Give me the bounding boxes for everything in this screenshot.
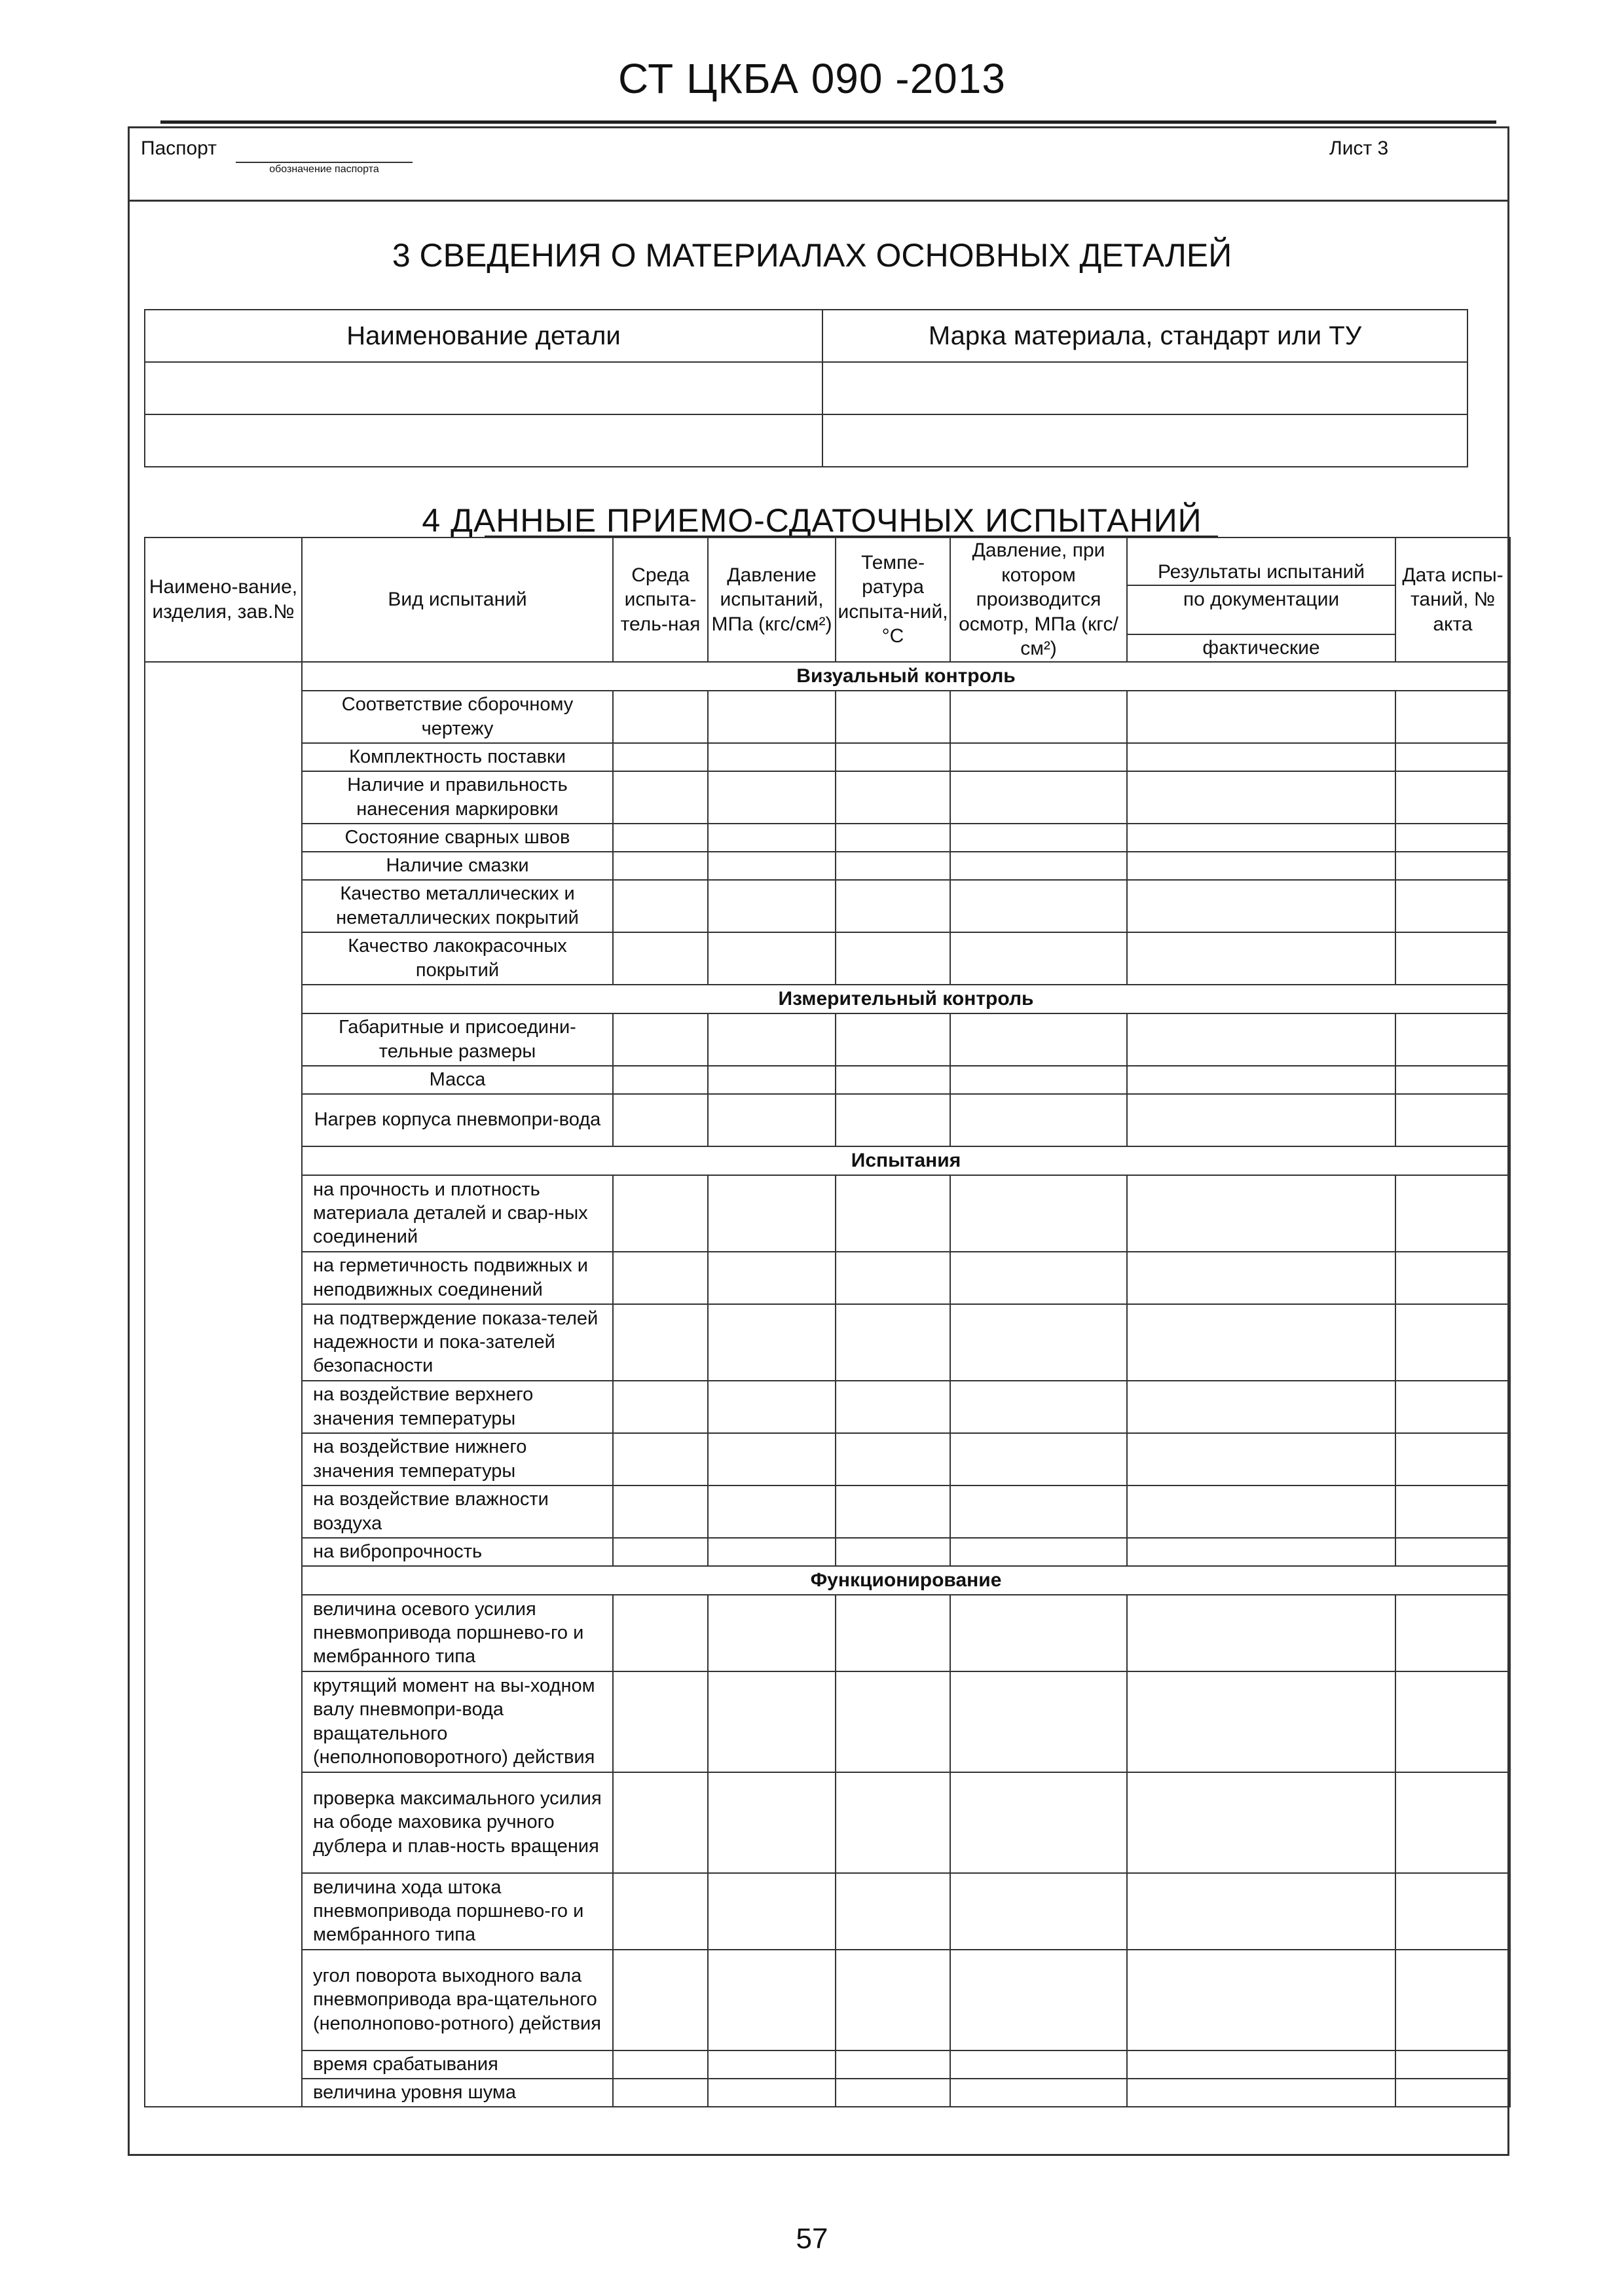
table-row: [145, 1304, 1510, 1381]
material-grade-header: Марка материала, стандарт или ТУ: [822, 310, 1467, 362]
date-cell[interactable]: [1395, 1013, 1510, 1066]
test-pressure-cell[interactable]: [708, 852, 836, 880]
results-cell[interactable]: [1127, 880, 1395, 932]
results-cell[interactable]: [1127, 1381, 1395, 1433]
medium-cell[interactable]: [613, 743, 708, 771]
sheet-number-label: Лист 3: [1329, 137, 1389, 159]
table-row: [145, 1671, 1510, 1772]
test-pressure-cell[interactable]: [708, 1094, 836, 1146]
test-type-cell: крутящий момент на вы-ходном валу пневмопри-вода вращательного (неполноповоротного) действия: [302, 1671, 613, 1772]
temperature-cell[interactable]: [836, 691, 950, 743]
test-type-cell: Соответствие сборочному чертежу: [302, 691, 613, 743]
materials-table: [144, 309, 1468, 467]
inspection-pressure-cell[interactable]: [950, 1381, 1127, 1433]
test-type-cell: Масса: [302, 1066, 613, 1094]
medium-cell[interactable]: [613, 1175, 708, 1252]
table-row: [145, 1175, 1510, 1252]
medium-cell[interactable]: [613, 1066, 708, 1094]
medium-cell[interactable]: [613, 1485, 708, 1538]
inspection-pressure-cell[interactable]: [950, 1433, 1127, 1485]
medium-cell[interactable]: [613, 1671, 708, 1772]
inspection-pressure-cell[interactable]: [950, 1772, 1127, 1873]
inspection-pressure-cell[interactable]: [950, 2079, 1127, 2107]
results-header: [1127, 538, 1395, 634]
inspection-pressure-cell[interactable]: [950, 1538, 1127, 1566]
table-row: [145, 1094, 1510, 1146]
section4-title: 4 ДАННЫЕ ПРИЕМО-СДАТОЧНЫХ ИСПЫТАНИЙ: [422, 502, 1202, 539]
group-row: [145, 662, 1510, 691]
temperature-cell[interactable]: [836, 1671, 950, 1772]
medium-cell[interactable]: [613, 880, 708, 932]
results-cell[interactable]: [1127, 1304, 1395, 1381]
test-type-cell: на прочность и плотность материала деталей и свар-ных соединений: [302, 1175, 613, 1252]
results-label: Результаты испытаний: [1157, 561, 1365, 583]
results-by-docs-label: по документации: [1128, 585, 1395, 612]
inspection-pressure-cell[interactable]: [950, 1595, 1127, 1671]
results-cell[interactable]: [1127, 852, 1395, 880]
results-cell[interactable]: [1127, 1013, 1395, 1066]
temperature-cell[interactable]: [836, 1538, 950, 1566]
test-type-cell: на подтверждение показа-телей надежности и пока-зателей безопасности: [302, 1304, 613, 1381]
medium-cell[interactable]: [613, 2079, 708, 2107]
test-type-cell: Комплектность поставки: [302, 743, 613, 771]
table-row: [145, 1873, 1510, 1950]
product-name-cell[interactable]: [145, 662, 302, 2107]
table-row: [145, 771, 1510, 824]
group-row: [145, 1146, 1510, 1175]
temperature-cell[interactable]: [836, 1381, 950, 1433]
inspection-pressure-cell[interactable]: [950, 1175, 1127, 1252]
test-type-cell: Качество лакокрасочных покрытий: [302, 932, 613, 985]
inspection-pressure-cell[interactable]: [950, 771, 1127, 824]
results-cell[interactable]: [1127, 1772, 1395, 1873]
temperature-cell[interactable]: [836, 1873, 950, 1950]
test-pressure-cell[interactable]: [708, 2079, 836, 2107]
test-pressure-cell[interactable]: [708, 1175, 836, 1252]
document-code: СТ ЦКБА 090 -2013: [618, 55, 1006, 102]
results-cell[interactable]: [1127, 771, 1395, 824]
results-cell[interactable]: [1127, 824, 1395, 852]
date-cell[interactable]: [1395, 1772, 1510, 1873]
temperature-cell[interactable]: [836, 1094, 950, 1146]
results-cell[interactable]: [1127, 691, 1395, 743]
date-cell[interactable]: [1395, 1485, 1510, 1538]
results-cell[interactable]: [1127, 1595, 1395, 1671]
table-row: [145, 2079, 1510, 2107]
date-cell[interactable]: [1395, 932, 1510, 985]
tests-body: [145, 662, 1510, 2107]
test-pressure-cell[interactable]: [708, 1252, 836, 1304]
inspection-pressure-cell[interactable]: [950, 880, 1127, 932]
inspection-pressure-cell[interactable]: [950, 743, 1127, 771]
test-pressure-cell[interactable]: [708, 1304, 836, 1381]
medium-cell[interactable]: [613, 1304, 708, 1381]
results-cell[interactable]: [1127, 1175, 1395, 1252]
medium-cell[interactable]: [613, 771, 708, 824]
test-pressure-cell[interactable]: [708, 1433, 836, 1485]
inspection-pressure-cell[interactable]: [950, 1304, 1127, 1381]
temperature-cell[interactable]: [836, 771, 950, 824]
table-row: [145, 1538, 1510, 1566]
medium-cell[interactable]: [613, 1252, 708, 1304]
results-cell[interactable]: [1127, 1252, 1395, 1304]
table-row: [145, 932, 1510, 985]
test-pressure-cell[interactable]: [708, 2050, 836, 2079]
medium-header: Среда испыта-тель-ная: [613, 538, 708, 662]
passport-designation-line: [236, 162, 413, 163]
table-row: [145, 1595, 1510, 1671]
medium-cell[interactable]: [613, 824, 708, 852]
medium-cell[interactable]: [613, 1381, 708, 1433]
test-pressure-cell[interactable]: [708, 932, 836, 985]
medium-cell[interactable]: [613, 852, 708, 880]
test-type-header: Вид испытаний: [302, 538, 613, 662]
test-type-cell: на воздействие верхнего значения температуры: [302, 1381, 613, 1433]
medium-cell[interactable]: [613, 932, 708, 985]
date-cell[interactable]: [1395, 2079, 1510, 2107]
test-type-cell: величина осевого усилия пневмопривода поршнево-го и мембранного типа: [302, 1595, 613, 1671]
test-pressure-cell[interactable]: [708, 1595, 836, 1671]
inspection-pressure-cell[interactable]: [950, 1252, 1127, 1304]
table-row: [145, 1433, 1510, 1485]
date-cell[interactable]: [1395, 1538, 1510, 1566]
date-cell[interactable]: [1395, 1950, 1510, 2050]
test-type-cell: на вибропрочность: [302, 1538, 613, 1566]
temperature-cell[interactable]: [836, 932, 950, 985]
date-cell[interactable]: [1395, 1094, 1510, 1146]
results-cell[interactable]: [1127, 2079, 1395, 2107]
medium-cell[interactable]: [613, 1094, 708, 1146]
page-number: 57: [796, 2223, 828, 2255]
table-row: [145, 1066, 1510, 1094]
date-cell[interactable]: [1395, 1066, 1510, 1094]
group-title: Измерительный контроль: [302, 985, 1510, 1013]
temperature-cell[interactable]: [836, 1433, 950, 1485]
test-pressure-cell[interactable]: [708, 1873, 836, 1950]
inspection-pressure-cell[interactable]: [950, 1013, 1127, 1066]
date-cell[interactable]: [1395, 1595, 1510, 1671]
group-title: Визуальный контроль: [302, 662, 1510, 691]
inspection-pressure-cell[interactable]: [950, 932, 1127, 985]
inspection-pressure-cell[interactable]: [950, 1066, 1127, 1094]
test-type-cell: Габаритные и присоедини-тельные размеры: [302, 1013, 613, 1066]
test-type-cell: величина хода штока пневмопривода поршнево-го и мембранного типа: [302, 1873, 613, 1950]
date-cell[interactable]: [1395, 1252, 1510, 1304]
medium-cell[interactable]: [613, 1013, 708, 1066]
results-cell[interactable]: [1127, 1066, 1395, 1094]
table-row: [145, 1950, 1510, 2050]
test-type-cell: Нагрев корпуса пневмопри-вода: [302, 1094, 613, 1146]
temperature-header: Темпе-ратура испыта-ний, °С: [836, 538, 950, 662]
table-row: [145, 880, 1510, 932]
temperature-cell[interactable]: [836, 1304, 950, 1381]
group-row: [145, 1566, 1510, 1595]
inspection-pressure-cell[interactable]: [950, 1094, 1127, 1146]
test-type-cell: на воздействие нижнего значения температуры: [302, 1433, 613, 1485]
temperature-cell[interactable]: [836, 852, 950, 880]
test-pressure-cell[interactable]: [708, 1671, 836, 1772]
table-row: [145, 1772, 1510, 1873]
test-type-cell: время срабатывания: [302, 2050, 613, 2079]
test-pressure-cell[interactable]: [708, 691, 836, 743]
results-cell[interactable]: [1127, 932, 1395, 985]
date-cell[interactable]: [1395, 743, 1510, 771]
part-name-header: Наименование детали: [145, 310, 822, 362]
date-cell[interactable]: [1395, 1433, 1510, 1485]
temperature-cell[interactable]: [836, 1950, 950, 2050]
date-cell[interactable]: [1395, 1381, 1510, 1433]
medium-cell[interactable]: [613, 1772, 708, 1873]
table-row: [145, 824, 1510, 852]
results-cell[interactable]: [1127, 1433, 1395, 1485]
table-row: [145, 1013, 1510, 1066]
test-type-cell: угол поворота выходного вала пневмопривода вра-щательного (неполнопово-ротного) действия: [302, 1950, 613, 2050]
material-cell[interactable]: [822, 362, 1467, 414]
acceptance-tests-table: [144, 537, 1511, 2107]
test-type-cell: величина уровня шума: [302, 2079, 613, 2107]
test-pressure-header: Давление испытаний, МПа (кгс/см²): [708, 538, 836, 662]
test-type-cell: Состояние сварных швов: [302, 824, 613, 852]
top-rule: [160, 120, 1496, 124]
test-pressure-cell[interactable]: [708, 1381, 836, 1433]
group-row: [145, 985, 1510, 1013]
temperature-cell[interactable]: [836, 2079, 950, 2107]
table-row: [145, 2050, 1510, 2079]
test-pressure-cell[interactable]: [708, 1485, 836, 1538]
test-type-cell: на герметичность подвижных и неподвижных соединений: [302, 1252, 613, 1304]
medium-cell[interactable]: [613, 1595, 708, 1671]
temperature-cell[interactable]: [836, 880, 950, 932]
date-cell[interactable]: [1395, 691, 1510, 743]
group-title: Функционирование: [302, 1566, 1510, 1595]
section3-title: 3 СВЕДЕНИЯ О МАТЕРИАЛАХ ОСНОВНЫХ ДЕТАЛЕЙ: [392, 237, 1232, 274]
date-cell[interactable]: [1395, 1175, 1510, 1252]
date-cell[interactable]: [1395, 880, 1510, 932]
inspection-pressure-cell[interactable]: [950, 1873, 1127, 1950]
medium-cell[interactable]: [613, 2050, 708, 2079]
results-cell[interactable]: [1127, 1671, 1395, 1772]
date-cell[interactable]: [1395, 852, 1510, 880]
date-cell[interactable]: [1395, 824, 1510, 852]
part-name-cell[interactable]: [145, 362, 822, 414]
results-cell[interactable]: [1127, 1950, 1395, 2050]
test-pressure-cell[interactable]: [708, 743, 836, 771]
table-row: [145, 852, 1510, 880]
table-row: [145, 362, 1467, 414]
inspection-pressure-cell[interactable]: [950, 1671, 1127, 1772]
inspection-pressure-cell[interactable]: [950, 852, 1127, 880]
passport-designation-hint: обозначение паспорта: [269, 164, 379, 175]
medium-cell[interactable]: [613, 1433, 708, 1485]
inspection-pressure-cell[interactable]: [950, 1485, 1127, 1538]
results-cell[interactable]: [1127, 743, 1395, 771]
date-cell[interactable]: [1395, 1304, 1510, 1381]
product-header: Наимено-вание, изделия, зав.№: [145, 538, 302, 662]
table-row: [145, 743, 1510, 771]
date-header: Дата испы-таний, № акта: [1395, 538, 1510, 662]
test-pressure-cell[interactable]: [708, 1066, 836, 1094]
inspection-pressure-cell[interactable]: [950, 824, 1127, 852]
part-name-cell[interactable]: [145, 414, 822, 467]
results-cell[interactable]: [1127, 1873, 1395, 1950]
inspection-pressure-cell[interactable]: [950, 691, 1127, 743]
date-cell[interactable]: [1395, 1671, 1510, 1772]
table-row: [145, 691, 1510, 743]
results-cell[interactable]: [1127, 2050, 1395, 2079]
inspection-pressure-cell[interactable]: [950, 1950, 1127, 2050]
test-type-cell: Наличие смазки: [302, 852, 613, 880]
results-cell[interactable]: [1127, 1485, 1395, 1538]
table-row: [145, 414, 1467, 467]
test-pressure-cell[interactable]: [708, 824, 836, 852]
temperature-cell[interactable]: [836, 1013, 950, 1066]
medium-cell[interactable]: [613, 1950, 708, 2050]
temperature-cell[interactable]: [836, 1252, 950, 1304]
inspection-pressure-header: Давление, при котором производится осмотр, МПа (кгс/см²): [950, 538, 1127, 662]
test-pressure-cell[interactable]: [708, 1538, 836, 1566]
medium-cell[interactable]: [613, 691, 708, 743]
temperature-cell[interactable]: [836, 1066, 950, 1094]
date-cell[interactable]: [1395, 771, 1510, 824]
test-type-cell: проверка максимального усилия на ободе маховика ручного дублера и плав-ность вращения: [302, 1772, 613, 1873]
test-pressure-cell[interactable]: [708, 1950, 836, 2050]
medium-cell[interactable]: [613, 1873, 708, 1950]
medium-cell[interactable]: [613, 1538, 708, 1566]
date-cell[interactable]: [1395, 2050, 1510, 2079]
results-cell[interactable]: [1127, 1538, 1395, 1566]
material-cell[interactable]: [822, 414, 1467, 467]
table-row: [145, 1485, 1510, 1538]
temperature-cell[interactable]: [836, 1772, 950, 1873]
test-pressure-cell[interactable]: [708, 1013, 836, 1066]
results-cell[interactable]: [1127, 1094, 1395, 1146]
temperature-cell[interactable]: [836, 1485, 950, 1538]
inspection-pressure-cell[interactable]: [950, 2050, 1127, 2079]
passport-label: Паспорт: [141, 137, 217, 159]
test-pressure-cell[interactable]: [708, 880, 836, 932]
group-title: Испытания: [302, 1146, 1510, 1175]
test-pressure-cell[interactable]: [708, 771, 836, 824]
header-separator: [128, 200, 1509, 202]
temperature-cell[interactable]: [836, 743, 950, 771]
table-row: [145, 1381, 1510, 1433]
temperature-cell[interactable]: [836, 824, 950, 852]
table-row: [145, 1252, 1510, 1304]
test-type-cell: на воздействие влажности воздуха: [302, 1485, 613, 1538]
temperature-cell[interactable]: [836, 1595, 950, 1671]
test-pressure-cell[interactable]: [708, 1772, 836, 1873]
temperature-cell[interactable]: [836, 1175, 950, 1252]
results-actual-header: фактические: [1127, 634, 1395, 662]
test-type-cell: Качество металлических и неметаллических покрытий: [302, 880, 613, 932]
test-type-cell: Наличие и правильность нанесения маркировки: [302, 771, 613, 824]
temperature-cell[interactable]: [836, 2050, 950, 2079]
date-cell[interactable]: [1395, 1873, 1510, 1950]
